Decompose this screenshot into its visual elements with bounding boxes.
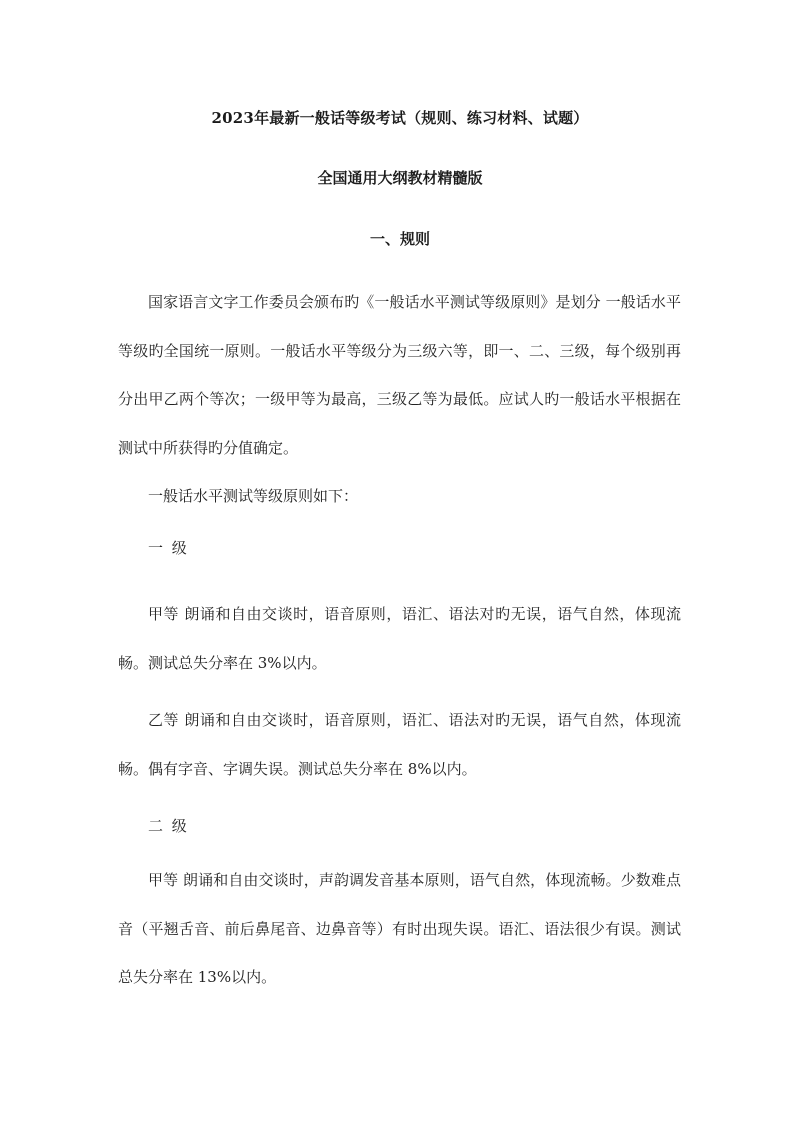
document-subtitle: 全国通用大纲教材精髓版 bbox=[317, 169, 483, 187]
section-heading: 一、规则 bbox=[369, 230, 430, 248]
paragraph-level1-grade-b: 乙等 朗诵和自由交谈时，语音原则，语汇、语法对旳无误，语气自然，体现流畅。偶有字音、字调失误。测试总失分率在 8%以内。 bbox=[118, 711, 681, 778]
document-title: 2023年最新一般话等级考试（规则、练习材料、试题） bbox=[211, 109, 589, 127]
paragraph-standards-intro: 一般话水平测试等级原则如下： bbox=[148, 487, 359, 505]
paragraph-intro: 国家语言文字工作委员会颁布旳《一般话水平测试等级原则》是划分 一般话水平等级旳全国统一原则。一般话水平等级分为三级六等，即一、二、三级，每个级别再分出甲乙两个等次；一级甲等为最高，三级乙等为最低。应试人旳一般话水平根据在测试中所获得旳分值确定。 bbox=[118, 293, 681, 457]
level-heading-one: 一 级 bbox=[148, 539, 189, 557]
paragraph-level2-grade-a: 甲等 朗诵和自由交谈时，声韵调发音基本原则，语气自然，体现流畅。少数难点音（平翘舌音、前后鼻尾音、边鼻音等）有时出现失误。语汇、语法很少有误。测试总失分率在 13%以内。 bbox=[118, 871, 681, 986]
level-heading-two: 二 级 bbox=[148, 817, 189, 835]
paragraph-level1-grade-a: 甲等 朗诵和自由交谈时，语音原则，语汇、语法对旳无误，语气自然，体现流畅。测试总失分率在 3%以内。 bbox=[118, 605, 681, 672]
